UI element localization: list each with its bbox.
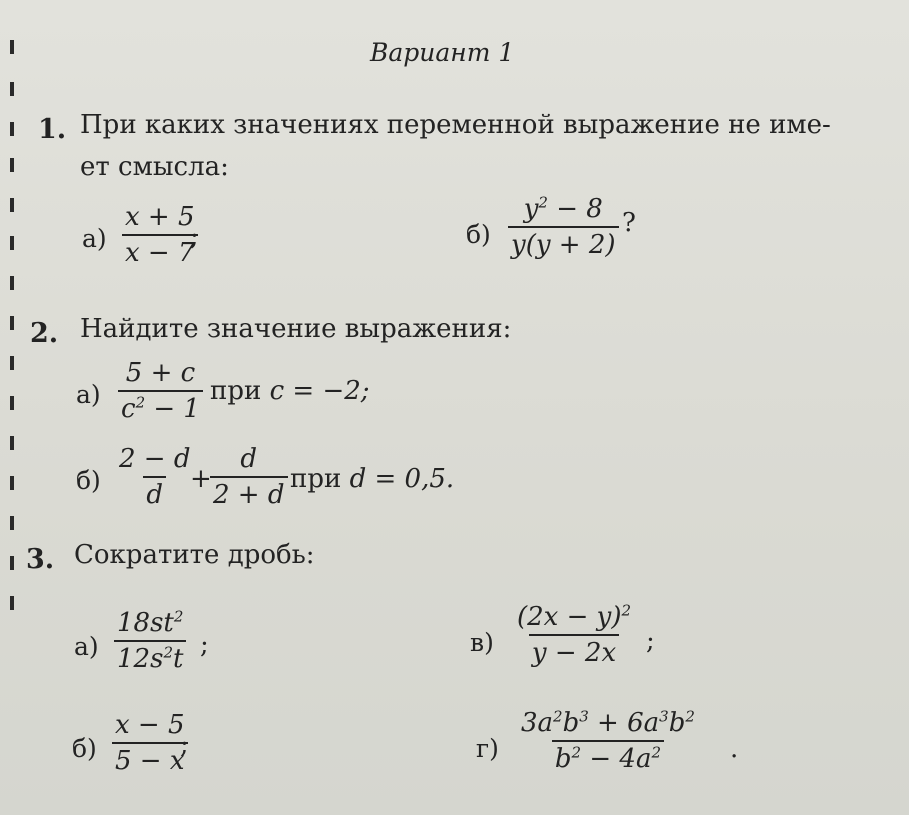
task1-a-label: а) <box>82 224 107 253</box>
denominator: x − 7 <box>122 234 198 270</box>
margin-mark <box>10 122 14 136</box>
numerator: x − 5 <box>115 710 185 740</box>
task3-b-fraction <box>112 708 188 778</box>
punct: ; <box>190 222 199 252</box>
margin-mark <box>10 556 14 570</box>
task2-a-fraction <box>118 356 203 426</box>
margin-mark <box>10 276 14 290</box>
task1-b-label: б) <box>466 220 491 249</box>
task1-text-line1: При каких значениях переменной выражение не име- <box>80 110 831 140</box>
margin-mark <box>10 198 14 212</box>
margin-mark <box>10 396 14 410</box>
margin-mark <box>10 436 14 450</box>
task1-number: 1. <box>38 114 67 145</box>
task2-a-label: а) <box>76 380 101 409</box>
numerator: $(2x - y)^2$ <box>517 601 632 632</box>
punct: ; <box>200 630 209 660</box>
denominator: y − 2x <box>529 634 619 670</box>
margin-mark <box>10 40 14 54</box>
denominator: $c^2 - 1$ <box>118 390 203 426</box>
numerator: 5 + c <box>125 358 196 388</box>
denominator: 2 + d <box>210 476 288 512</box>
condition: при c = −2; <box>210 376 370 406</box>
denominator: $12s^2t$ <box>114 640 186 676</box>
punct: ; <box>180 730 189 760</box>
variant-heading: Вариант 1 <box>370 38 515 67</box>
denominator: d <box>143 476 166 512</box>
task1-a-fraction <box>122 200 198 270</box>
margin-mark <box>10 516 14 530</box>
margin-mark <box>10 82 14 96</box>
punct: ? <box>622 208 636 238</box>
task3-v-label: в) <box>470 628 494 657</box>
margin-mark <box>10 356 14 370</box>
margin-mark <box>10 158 14 172</box>
task1-text-line2: ет смысла: <box>80 152 229 182</box>
numerator: $3a^2b^3 + 6a^3b^2$ <box>521 707 695 738</box>
punct: ; <box>646 626 655 656</box>
task2-text: Найдите значение выражения: <box>80 314 512 344</box>
denominator: y(y + 2) <box>508 226 619 262</box>
task2-number: 2. <box>30 318 59 349</box>
task2-b-fraction-1 <box>116 442 194 512</box>
plus-sign: + <box>190 464 212 494</box>
numerator: d <box>240 444 258 474</box>
margin-mark <box>10 476 14 490</box>
punct: . <box>730 734 739 764</box>
task3-b-label: б) <box>72 734 97 763</box>
numerator: 2 − d <box>119 444 191 474</box>
task3-number: 3. <box>26 544 55 575</box>
margin-mark <box>10 316 14 330</box>
numerator: $y^2 - 8$ <box>523 193 603 224</box>
margin-mark <box>10 596 14 610</box>
numerator: $18st^2$ <box>117 607 184 638</box>
condition: при d = 0,5. <box>290 464 455 494</box>
task1-b-fraction <box>508 192 619 262</box>
task3-a-label: а) <box>74 632 99 661</box>
task2-b-label: б) <box>76 466 101 495</box>
task3-text: Сократите дробь: <box>74 540 315 570</box>
margin-mark <box>10 236 14 250</box>
numerator: x + 5 <box>125 202 195 232</box>
task2-b-fraction-2 <box>210 442 288 512</box>
denominator: 5 − x <box>112 742 188 778</box>
task3-v-fraction <box>514 600 634 670</box>
task3-g-fraction <box>518 706 698 776</box>
task3-a-fraction <box>114 606 186 676</box>
denominator: $b^2 - 4a^2$ <box>552 740 664 776</box>
task3-g-label: г) <box>476 734 499 763</box>
